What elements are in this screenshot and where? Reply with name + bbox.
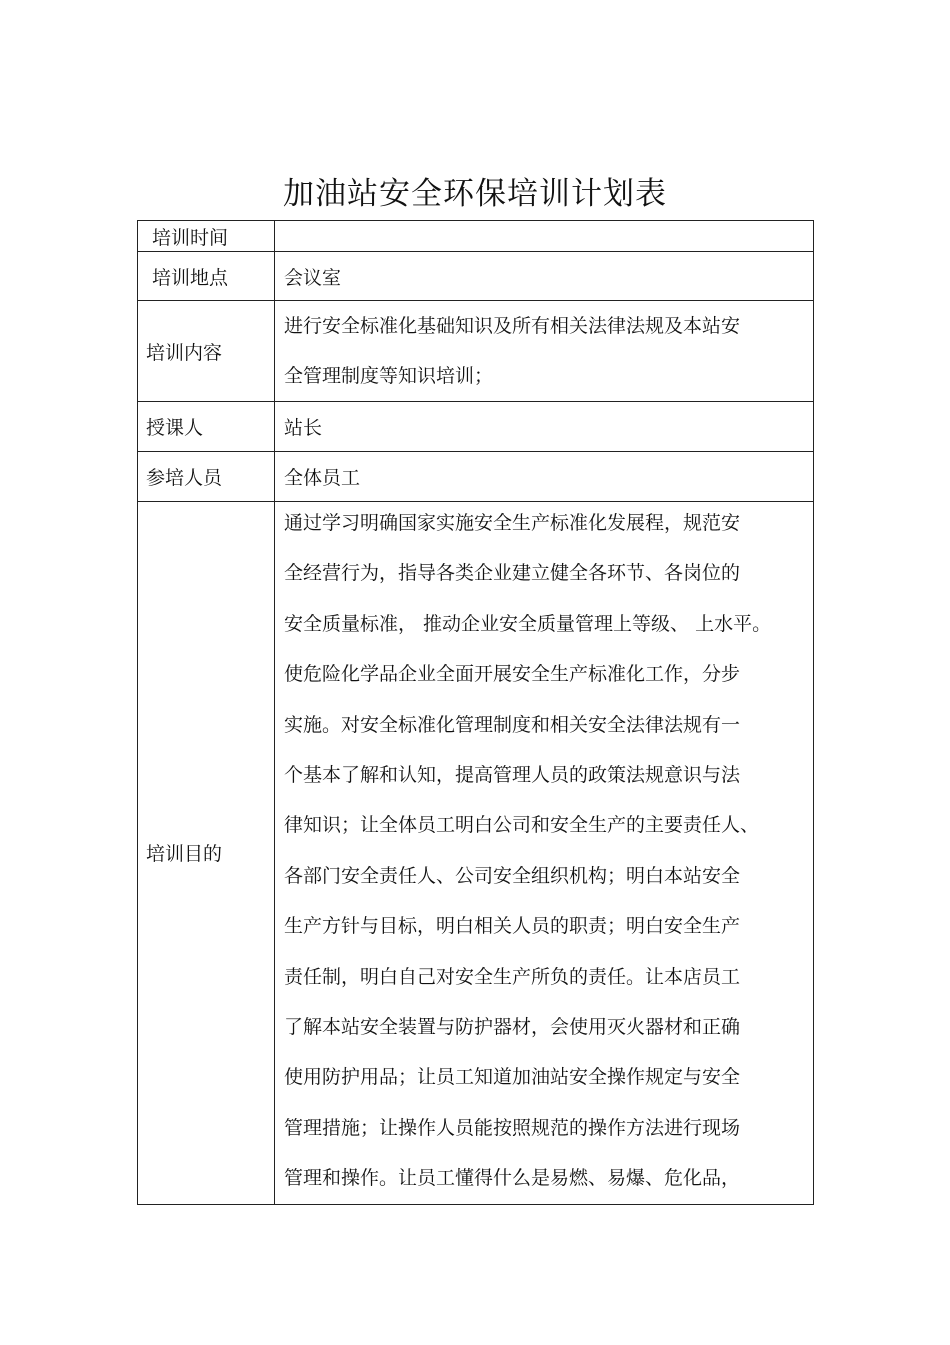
training-plan-table	[137, 220, 814, 1205]
table-row-training-content	[138, 301, 814, 402]
table-row-instructor	[138, 402, 814, 452]
table-row-training-purpose	[138, 502, 814, 1205]
label-participants: 参培人员	[138, 452, 275, 502]
label-training-time: 培训时间	[138, 221, 275, 252]
value-training-time	[275, 221, 814, 252]
value-training-content	[275, 301, 814, 402]
value-participants: 全体员工	[275, 452, 814, 502]
label-training-purpose: 培训目的	[138, 502, 275, 1205]
training-purpose-text: 通过学习明确国家实施安全生产标准化发展程，规范安 全经营行为，指导各类企业建立健全各环节、各岗位的 安全质量标准， 推动企业安全质量管理上等级、 上水平。 使危险化学品企业全面开展安全生产标准化工作，分步 实施。对安全标准化管理制度和相关安全法律法规有一 个基本了解和认知，提高管理人员的政策法规意识与法 律知识；让全体员工明白公司和安全生产的主要责任人、 各部门安全责任人、公司安全组织机构；明白本站安全 生产方针与目标，明白相关人员的职责；明白安全生产 责任制，明白自己对安全生产所负的责任。让本店员工 了解本站安全装置与防护器材，会使用灭火器材和正确 使用防护用品；让员工知道加油站安全操作规定与安全 管理措施；让操作人员能按照规范的操作方法进行现场 管理和操作。让员工懂得什么是易燃、易爆、危化品，	[284, 512, 772, 1190]
training-content-text: 进行安全标准化基础知识及所有相关法律法规及本站安 全管理制度等知识培训；	[284, 315, 741, 387]
document-title: 加油站安全环保培训计划表	[283, 176, 667, 212]
label-training-content: 培训内容	[138, 301, 275, 402]
value-instructor: 站长	[275, 402, 814, 452]
label-instructor: 授课人	[138, 402, 275, 452]
value-training-location: 会议室	[275, 252, 814, 301]
table-row-training-time	[138, 221, 814, 252]
table-row-training-location	[138, 252, 814, 301]
value-training-purpose	[275, 502, 814, 1205]
table-row-participants	[138, 452, 814, 502]
label-training-location: 培训地点	[138, 252, 275, 301]
